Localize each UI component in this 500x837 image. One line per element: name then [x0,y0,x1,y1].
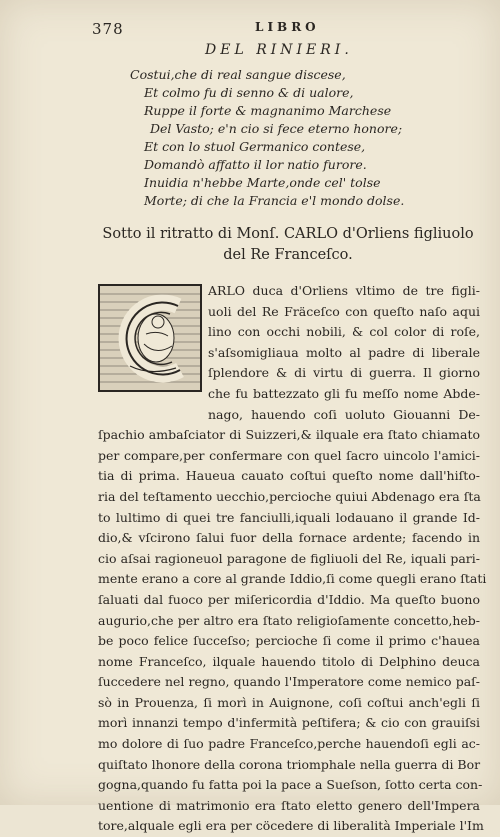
body-line: nago, hauendo coſi uoluto Giouanni De- [208,406,480,422]
body-line: dio,& vſcirono ſalui fuor della fornace ardente; facendo in [98,530,480,546]
body-line: uentione di matrimonio era ſtato eletto genero dell'Impera [98,797,480,813]
poem-line: Inuidia n'hebbe Marte,onde cel' tolse [144,175,381,190]
body-line: ſpachio ambaſciator di Suizzeri,& ilquale era ſtato chiamato [98,427,480,443]
body-line: ſplendore & di virtu di guerra. Il giorno [208,365,480,381]
running-head: LIBRO [255,20,320,34]
poem-line: Costui,che di real sangue discese, [130,67,346,82]
poem-line: Del Vasto; e'n cio si fece eterno honore; [150,121,403,136]
poem [130,66,470,210]
body-line: cio aſsai ragioneuol paragone de figliuoli del Re, iquali pari- [98,550,480,566]
body-line: gogna,quando fu fatta poi la pace a Sueſson, ſotto certa con- [98,777,483,793]
body-line: uoli del Re Fräceſco con queſto naſo aqui [208,303,480,319]
poem-line: Et con lo stuol Germanico contese, [144,139,366,154]
body-line: to lultimo di quei tre fanciulli,iquali lodauano il grande Id- [98,509,480,525]
section-heading-line: Sotto il ritratto di Monſ. CARLO d'Orliens figliuolo [102,226,474,242]
poem-line: Et colmo fu di senno & di ualore, [144,85,354,100]
body-text [98,281,487,837]
poem-line: Domandò affatto il lor natio furore. [144,157,367,172]
section-heading [98,224,478,266]
body-line: mo dolore di ſuo padre Franceſco,perche hauendoſi egli ac- [98,736,480,752]
body-line: be poco felice ſucceſso; percioche ſi come il primo c'hauea [98,633,480,649]
body-line: mente erano a core al grande Iddio,ſi come quegli erano ſtati [98,571,487,587]
body-line: ARLO duca d'Orliens vltimo de tre figli- [208,283,480,298]
poem-line: Ruppe il forte & magnanimo Marchese [144,103,392,118]
body-line: che fu battezzato gli fu meſſo nome Abde- [208,385,480,401]
body-line: lino con occhi nobili, & col color di roſe, [208,324,480,340]
body-line: ria del teſtamento uecchio,percioche quiui Abdenago era ſta [98,488,481,504]
section-heading-line: del Re Franceſco. [223,247,353,263]
body-line: nome Franceſco, ilquale hauendo titolo di Delphino deuca [98,653,480,669]
body-line: quiſtato lhonore della corona triomphale nella guerra di Bor [98,756,481,772]
page-number: 378 [92,20,124,38]
body-line: ſaluati dal fuoco per miſericordia d'Iddio. Ma queſto buono [98,591,480,607]
body-line: s'aſsomigliaua molto al padre di liberale [208,344,480,360]
body-line: tia di prima. Haueua cauato coſtui queſto nome dall'hiſto- [98,468,480,484]
body-line: tore,alquale egli era per cöcedere di liberalità Imperiale l'Im [98,818,484,834]
body-line: sò in Prouenza, ſi morì in Auignone, coſi coſtui anch'egli ſi [98,694,480,710]
subheading: DEL RINIERI. [205,42,353,58]
poem-line: Morte; di che la Francia e'l mondo dolse. [144,193,405,208]
body-line: per compare,per confermare con quel ſacro uincolo l'amici- [98,447,480,463]
body-line: morì innanzi tempo d'infermità peſtifera; & cio con grauiſsi [98,715,480,731]
body-line: ſuccedere nel regno, quando l'Imperatore come nemico paſ- [98,674,480,690]
body-line: augurio,che per altro era ſtato religioſamente concetto,heb- [98,612,480,628]
